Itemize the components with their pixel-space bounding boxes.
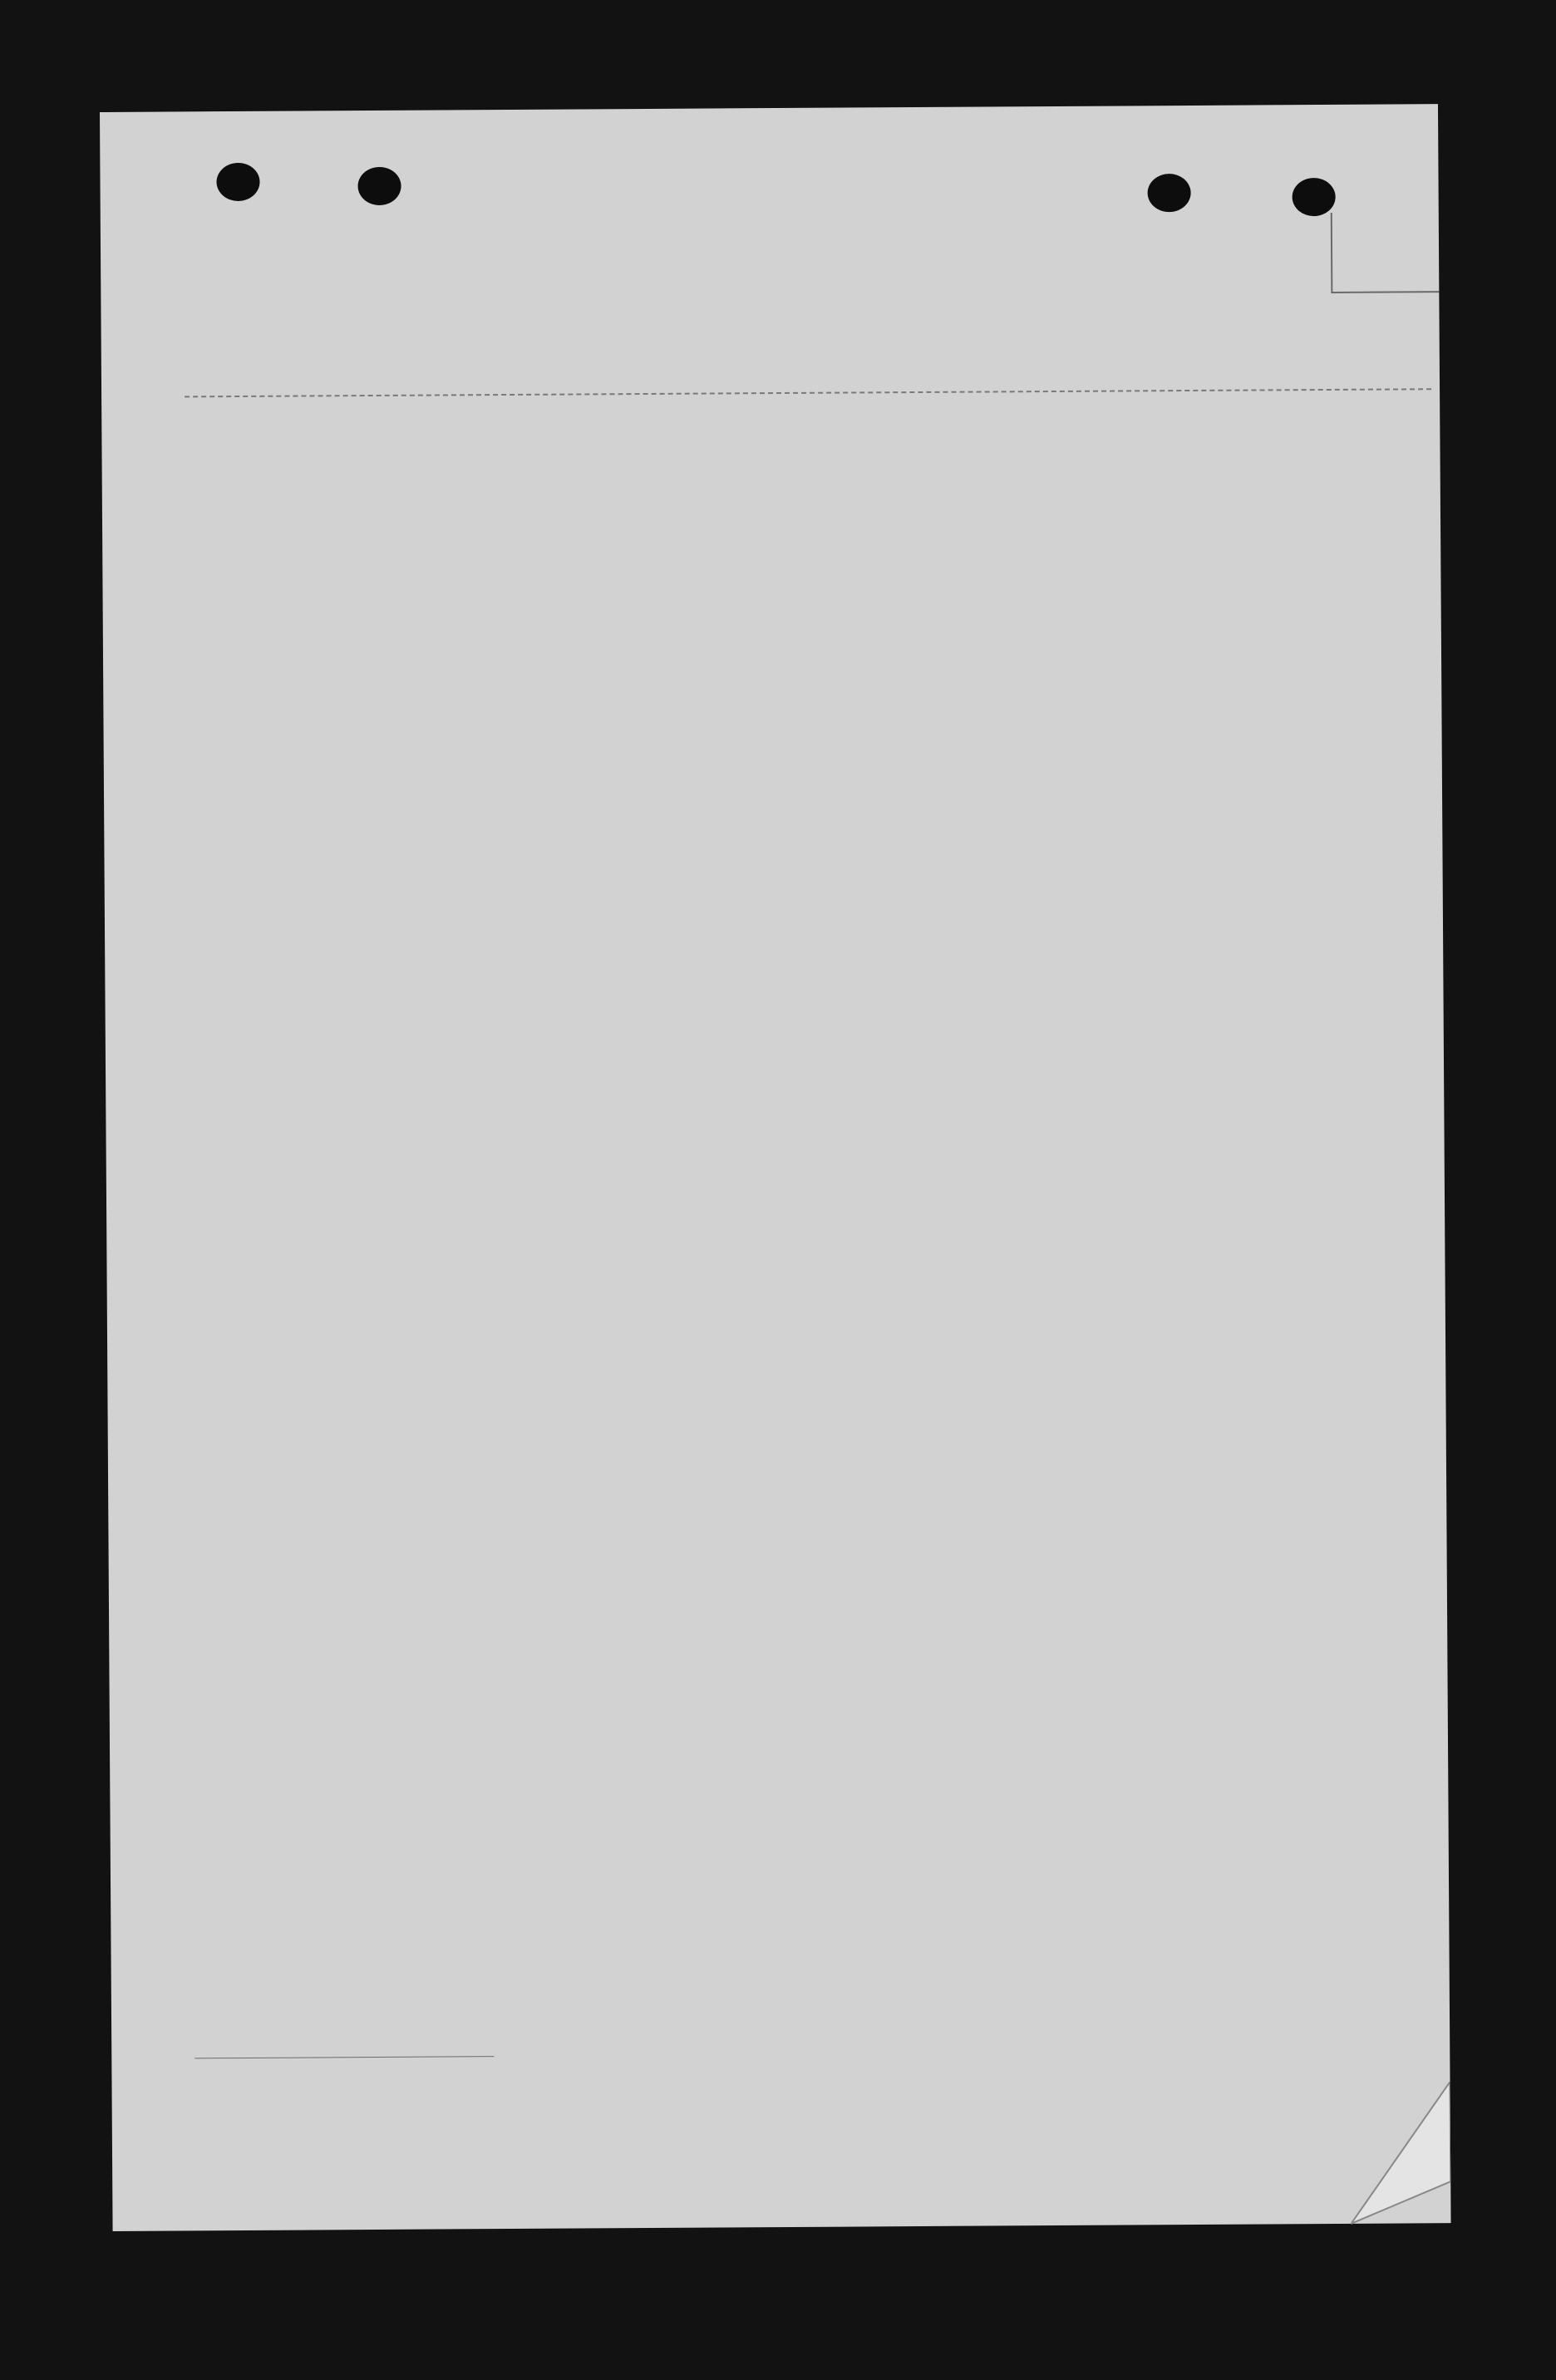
corner-bracket (1331, 213, 1333, 292)
folded-corner (1351, 2082, 1451, 2232)
col-header-ticket (651, 487, 751, 488)
header-divider (185, 388, 1431, 397)
manifest-rows (100, 104, 1438, 112)
punch-hole (357, 167, 401, 205)
prepared-by-line (194, 2056, 494, 2058)
totals-block (100, 104, 1438, 112)
punch-hole (1293, 178, 1336, 216)
manifest-sheet (100, 104, 1451, 2231)
corner-bracket (1331, 291, 1439, 293)
punch-hole (1147, 174, 1190, 212)
manifest-table (100, 104, 1438, 112)
col-header-name (268, 489, 385, 490)
punch-hole (216, 163, 259, 201)
col-header-occupation (1058, 488, 1224, 489)
